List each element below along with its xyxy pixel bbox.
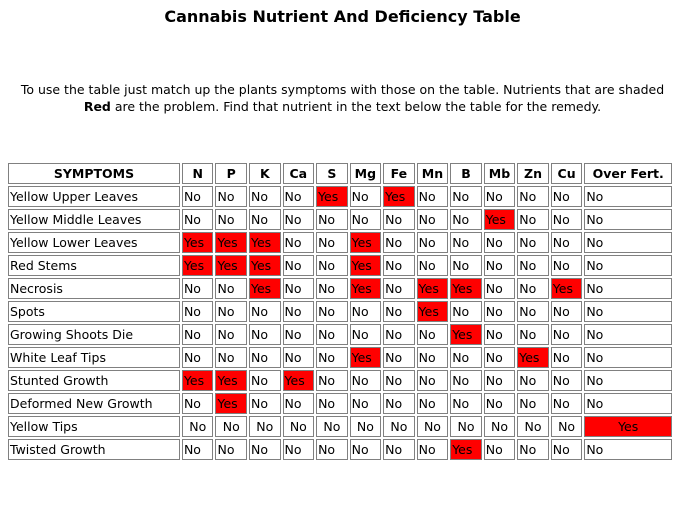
yes-cell: Yes: [350, 232, 382, 253]
yes-cell: Yes: [584, 416, 672, 437]
no-cell: No: [484, 278, 516, 299]
symptom-cell: Yellow Lower Leaves: [8, 232, 180, 253]
no-cell: No: [417, 209, 449, 230]
symptom-cell: Twisted Growth: [8, 439, 180, 460]
table-row: [8, 278, 672, 299]
table-row: [8, 439, 672, 460]
no-cell: No: [484, 232, 516, 253]
yes-cell: Yes: [517, 347, 549, 368]
no-cell: No: [182, 439, 214, 460]
no-cell: No: [517, 324, 549, 345]
intro-text: [14, 81, 671, 115]
no-cell: No: [450, 301, 482, 322]
no-cell: No: [283, 347, 315, 368]
no-cell: No: [417, 439, 449, 460]
no-cell: No: [450, 416, 482, 437]
table-header-row: [8, 163, 672, 184]
no-cell: No: [249, 370, 281, 391]
yes-cell: Yes: [450, 439, 482, 460]
no-cell: No: [383, 232, 415, 253]
no-cell: No: [350, 439, 382, 460]
column-header-symptoms: SYMPTOMS: [8, 163, 180, 184]
no-cell: No: [215, 347, 247, 368]
no-cell: No: [584, 439, 672, 460]
yes-cell: Yes: [249, 278, 281, 299]
column-header-over-fert: Over Fert.: [584, 163, 672, 184]
no-cell: No: [517, 416, 549, 437]
no-cell: No: [182, 393, 214, 414]
no-cell: No: [383, 324, 415, 345]
no-cell: No: [417, 347, 449, 368]
no-cell: No: [417, 255, 449, 276]
yes-cell: Yes: [215, 255, 247, 276]
no-cell: No: [316, 393, 348, 414]
table-body: [8, 186, 672, 460]
symptom-cell: White Leaf Tips: [8, 347, 180, 368]
no-cell: No: [551, 209, 583, 230]
no-cell: No: [215, 324, 247, 345]
no-cell: No: [484, 416, 516, 437]
no-cell: No: [551, 416, 583, 437]
no-cell: No: [551, 232, 583, 253]
column-header-zn: Zn: [517, 163, 549, 184]
no-cell: No: [517, 186, 549, 207]
nutrient-deficiency-table: [6, 161, 674, 462]
symptom-cell: Red Stems: [8, 255, 180, 276]
no-cell: No: [215, 186, 247, 207]
no-cell: No: [383, 209, 415, 230]
table-row: [8, 232, 672, 253]
no-cell: No: [383, 278, 415, 299]
table-row: [8, 416, 672, 437]
column-header-s: S: [316, 163, 348, 184]
no-cell: No: [182, 278, 214, 299]
column-header-n: N: [182, 163, 214, 184]
no-cell: No: [316, 439, 348, 460]
no-cell: No: [316, 347, 348, 368]
no-cell: No: [215, 278, 247, 299]
no-cell: No: [551, 186, 583, 207]
table-row: [8, 324, 672, 345]
no-cell: No: [450, 370, 482, 391]
yes-cell: Yes: [383, 186, 415, 207]
no-cell: No: [182, 186, 214, 207]
intro-part-2: are the problem. Find that nutrient in the text below the table for the remedy.: [110, 99, 602, 114]
column-header-mn: Mn: [417, 163, 449, 184]
symptom-cell: Growing Shoots Die: [8, 324, 180, 345]
column-header-cu: Cu: [551, 163, 583, 184]
table-row: [8, 255, 672, 276]
no-cell: No: [450, 347, 482, 368]
no-cell: No: [249, 439, 281, 460]
symptom-cell: Yellow Upper Leaves: [8, 186, 180, 207]
no-cell: No: [450, 209, 482, 230]
no-cell: No: [584, 347, 672, 368]
no-cell: No: [283, 301, 315, 322]
yes-cell: Yes: [350, 347, 382, 368]
yes-cell: Yes: [215, 232, 247, 253]
yes-cell: Yes: [316, 186, 348, 207]
no-cell: No: [584, 393, 672, 414]
no-cell: No: [517, 255, 549, 276]
yes-cell: Yes: [249, 255, 281, 276]
no-cell: No: [350, 393, 382, 414]
no-cell: No: [484, 370, 516, 391]
no-cell: No: [283, 439, 315, 460]
yes-cell: Yes: [350, 278, 382, 299]
no-cell: No: [215, 439, 247, 460]
yes-cell: Yes: [450, 324, 482, 345]
no-cell: No: [316, 232, 348, 253]
yes-cell: Yes: [215, 370, 247, 391]
no-cell: No: [215, 209, 247, 230]
no-cell: No: [584, 370, 672, 391]
no-cell: No: [584, 301, 672, 322]
yes-cell: Yes: [249, 232, 281, 253]
no-cell: No: [350, 186, 382, 207]
yes-cell: Yes: [182, 370, 214, 391]
symptom-cell: Stunted Growth: [8, 370, 180, 391]
no-cell: No: [316, 370, 348, 391]
no-cell: No: [551, 439, 583, 460]
yes-cell: Yes: [551, 278, 583, 299]
no-cell: No: [350, 209, 382, 230]
no-cell: No: [551, 255, 583, 276]
no-cell: No: [249, 301, 281, 322]
page-title: Cannabis Nutrient And Deficiency Table: [164, 7, 521, 26]
no-cell: No: [316, 278, 348, 299]
no-cell: No: [383, 370, 415, 391]
no-cell: No: [484, 347, 516, 368]
yes-cell: Yes: [215, 393, 247, 414]
no-cell: No: [484, 324, 516, 345]
no-cell: No: [450, 255, 482, 276]
no-cell: No: [517, 301, 549, 322]
yes-cell: Yes: [283, 370, 315, 391]
yes-cell: Yes: [417, 278, 449, 299]
no-cell: No: [417, 416, 449, 437]
no-cell: No: [350, 301, 382, 322]
no-cell: No: [182, 209, 214, 230]
no-cell: No: [316, 255, 348, 276]
symptom-cell: Spots: [8, 301, 180, 322]
no-cell: No: [182, 324, 214, 345]
no-cell: No: [417, 393, 449, 414]
no-cell: No: [551, 347, 583, 368]
no-cell: No: [283, 278, 315, 299]
column-header-k: K: [249, 163, 281, 184]
no-cell: No: [215, 416, 247, 437]
no-cell: No: [383, 416, 415, 437]
no-cell: No: [283, 393, 315, 414]
no-cell: No: [484, 301, 516, 322]
no-cell: No: [450, 186, 482, 207]
no-cell: No: [584, 186, 672, 207]
no-cell: No: [484, 393, 516, 414]
no-cell: No: [283, 209, 315, 230]
no-cell: No: [450, 232, 482, 253]
no-cell: No: [350, 324, 382, 345]
no-cell: No: [484, 439, 516, 460]
column-header-ca: Ca: [283, 163, 315, 184]
no-cell: No: [316, 209, 348, 230]
symptom-cell: Deformed New Growth: [8, 393, 180, 414]
no-cell: No: [584, 209, 672, 230]
no-cell: No: [584, 278, 672, 299]
no-cell: No: [249, 347, 281, 368]
no-cell: No: [182, 347, 214, 368]
no-cell: No: [417, 186, 449, 207]
table-row: [8, 370, 672, 391]
intro-highlight: Red: [83, 99, 111, 114]
no-cell: No: [517, 278, 549, 299]
intro-part-1: To use the table just match up the plants symptoms with those on the table. Nutrients that are shaded: [20, 82, 665, 97]
no-cell: No: [350, 416, 382, 437]
no-cell: No: [484, 255, 516, 276]
yes-cell: Yes: [182, 255, 214, 276]
no-cell: No: [249, 393, 281, 414]
no-cell: No: [249, 324, 281, 345]
no-cell: No: [383, 255, 415, 276]
no-cell: No: [517, 209, 549, 230]
no-cell: No: [517, 393, 549, 414]
no-cell: No: [182, 301, 214, 322]
no-cell: No: [316, 324, 348, 345]
no-cell: No: [584, 324, 672, 345]
no-cell: No: [383, 393, 415, 414]
no-cell: No: [283, 255, 315, 276]
yes-cell: Yes: [417, 301, 449, 322]
no-cell: No: [383, 347, 415, 368]
yes-cell: Yes: [182, 232, 214, 253]
no-cell: No: [383, 439, 415, 460]
no-cell: No: [584, 255, 672, 276]
no-cell: No: [283, 324, 315, 345]
table-row: [8, 209, 672, 230]
no-cell: No: [283, 232, 315, 253]
no-cell: No: [283, 186, 315, 207]
table-row: [8, 393, 672, 414]
column-header-mg: Mg: [350, 163, 382, 184]
no-cell: No: [249, 209, 281, 230]
no-cell: No: [383, 301, 415, 322]
no-cell: No: [316, 416, 348, 437]
no-cell: No: [450, 393, 482, 414]
no-cell: No: [249, 186, 281, 207]
no-cell: No: [283, 416, 315, 437]
yes-cell: Yes: [484, 209, 516, 230]
no-cell: No: [484, 186, 516, 207]
no-cell: No: [417, 370, 449, 391]
column-header-mb: Mb: [484, 163, 516, 184]
symptom-cell: Yellow Tips: [8, 416, 180, 437]
no-cell: No: [182, 416, 214, 437]
column-header-p: P: [215, 163, 247, 184]
symptom-cell: Yellow Middle Leaves: [8, 209, 180, 230]
symptom-cell: Necrosis: [8, 278, 180, 299]
no-cell: No: [249, 416, 281, 437]
column-header-b: B: [450, 163, 482, 184]
no-cell: No: [417, 232, 449, 253]
column-header-fe: Fe: [383, 163, 415, 184]
no-cell: No: [551, 301, 583, 322]
no-cell: No: [584, 232, 672, 253]
table-row: [8, 347, 672, 368]
no-cell: No: [350, 370, 382, 391]
table-row: [8, 301, 672, 322]
no-cell: No: [517, 370, 549, 391]
table-row: [8, 186, 672, 207]
yes-cell: Yes: [350, 255, 382, 276]
no-cell: No: [551, 324, 583, 345]
no-cell: No: [551, 370, 583, 391]
no-cell: No: [517, 439, 549, 460]
no-cell: No: [215, 301, 247, 322]
no-cell: No: [316, 301, 348, 322]
yes-cell: Yes: [450, 278, 482, 299]
no-cell: No: [551, 393, 583, 414]
no-cell: No: [417, 324, 449, 345]
no-cell: No: [517, 232, 549, 253]
